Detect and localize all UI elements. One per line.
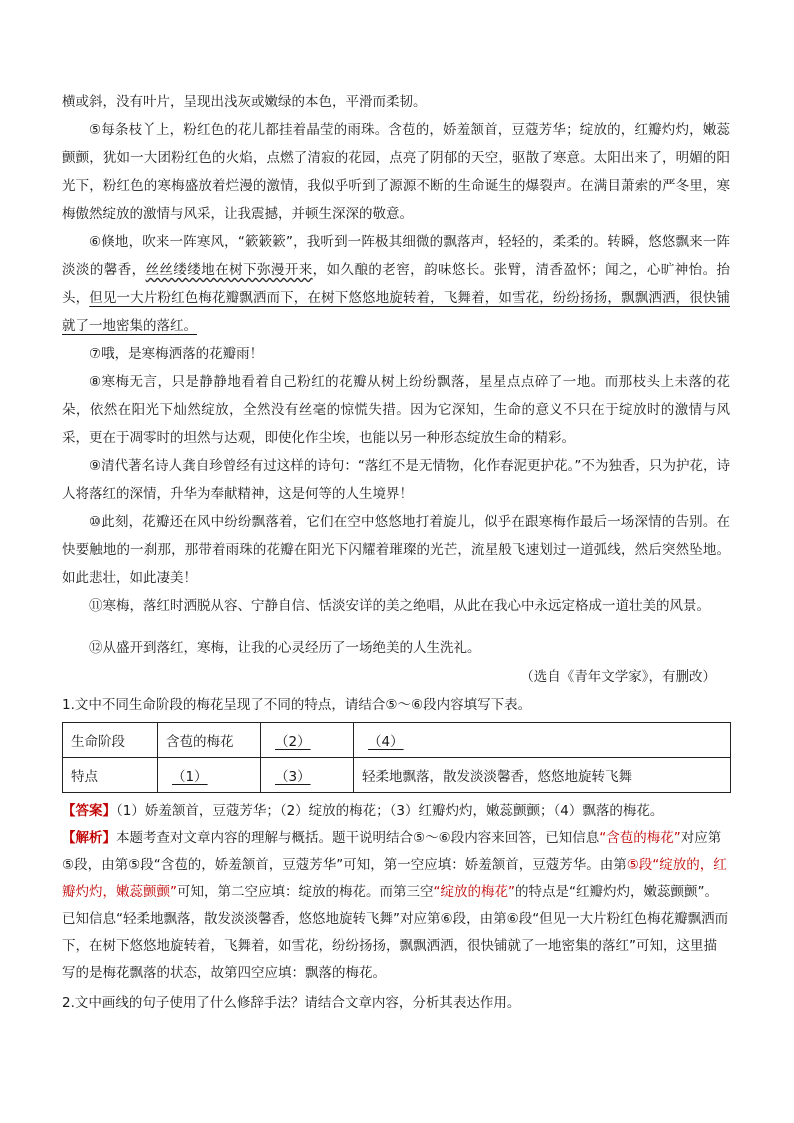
blank-4: （4）: [368, 734, 404, 750]
table-row: [63, 723, 731, 758]
analysis-red-2: ⑤段“绽放的，红瓣灼灼，嫩蕊颤颤”: [62, 857, 727, 900]
answer-text: （1）娇羞颔首，豆蔻芳华；（2）绽放的梅花；（3）红瓣灼灼，嫩蕊颤颤；（4）飘落的梅花。: [116, 803, 664, 819]
paragraph-7: ⑦哦，是寒梅洒落的花瓣雨！: [89, 346, 264, 362]
paragraph-6-text-a: ⑥倏地，吹来一阵寒风，“簌簌簌”，我听到一阵极其细微的飘落声，轻轻的，柔柔的。转瞬，悠悠飘来一阵淡淡的馨香，: [62, 234, 730, 278]
passage-intro: 横或斜，没有叶片，呈现出浅灰或嫩绿的本色，平滑而柔韧。: [62, 94, 427, 110]
table-cell: 生命阶段: [63, 723, 158, 758]
paragraph-11: ⑪寒梅，落红时洒脱从容、宁静自信、恬淡安详的美之绝唱，从此在我心中永远定格成一道壮美的风景。: [89, 598, 710, 614]
answer-table: [62, 722, 731, 793]
answer-block: [62, 798, 730, 824]
analysis-block: [62, 825, 730, 987]
analysis-text-a: 本题考查对文章内容的理解与概括。题干说明结合⑤～⑥段内容来回答，已知信息: [116, 830, 600, 846]
analysis-red-1: “含苞的梅花”: [599, 830, 681, 846]
blank-3: （3）: [275, 769, 311, 785]
blank-1: （1）: [172, 769, 208, 785]
table-row: [63, 758, 731, 793]
question-2: 2.文中画线的句子使用了什么修辞手法？请结合文章内容，分析其表达作用。: [62, 995, 521, 1011]
table-cell: [158, 758, 261, 793]
analysis-label: 【解析】: [62, 830, 116, 846]
table-cell: [354, 723, 731, 758]
paragraph-12: ⑫从盛开到落红，寒梅，让我的心灵经历了一场绝美的人生洗礼。: [89, 640, 481, 656]
table-cell: 含苞的梅花: [158, 723, 261, 758]
table-cell: [261, 758, 354, 793]
answer-label: 【答案】: [62, 803, 116, 819]
paragraph-5: ⑤每条枝丫上，粉红色的花儿都挂着晶莹的雨珠。含苞的，娇羞颔首，豆蔻芳华；绽放的，红瓣灼灼，嫩蕊颤颤，犹如一大团粉红色的火焰，点燃了清寂的花园，点亮了阴郁的天空，驱散了寒意。太阳出来了，明媚的阳光下，粉红色的寒梅盛放着烂漫的激情，我似乎听到了源源不断的生命诞生的爆裂声。在满目萧索的严冬里，寒梅傲然绽放的激情与风采，让我震撼，并顿生深深的敬意。: [62, 122, 730, 222]
blank-2: （2）: [275, 734, 311, 750]
paragraph-6-wavy-text: 丝丝缕缕地在树下弥漫开来: [145, 262, 313, 278]
table-cell: [261, 723, 354, 758]
table-cell: 特点: [63, 758, 158, 793]
analysis-text-d: 的特点是“红瓣灼灼，嫩蕊颤颤”。已知信息“轻柔地飘落，散发淡淡馨香，悠悠地旋转飞舞”对应第⑥段，由第⑥段“但见一大片粉红色梅花瓣飘洒而下，在树下悠悠地旋转着，飞舞着，如雪花，纷纷扬扬，飘飘洒洒，很快铺就了一地密集的落红”可知，这里描写的是梅花飘落的状态，故第四空应填：飘落的梅花。: [62, 884, 729, 981]
analysis-text-b: 对应第⑤段，由第⑤段“含苞的，娇羞颔首，豆蔻芳华”可知，第一空应填：娇羞颔首，豆蔻芳华。由第: [62, 830, 722, 873]
question-1: 1.文中不同生命阶段的梅花呈现了不同的特点，请结合⑤～⑥段内容填写下表。: [62, 697, 532, 713]
source-citation: （选自《青年文学家》，有删改）: [520, 669, 716, 685]
paragraph-6-underlined-sentence: 但见一大片粉红色梅花瓣飘洒而下，在树下悠悠地旋转着，飞舞着，如雪花，纷纷扬扬，飘飘洒洒，很快铺就了一地密集的落红。: [62, 290, 731, 334]
paragraph-6: [62, 228, 730, 340]
paragraph-9: ⑨清代著名诗人龚自珍曾经有过这样的诗句：“落红不是无情物，化作春泥更护花。”不为独香，只为护花，诗人将落红的深情，升华为奉献精神，这是何等的人生境界！: [62, 458, 730, 502]
analysis-text-c: 可知，第二空应填：绽放的梅花。而第三空: [177, 884, 434, 900]
table-cell: 轻柔地飘落，散发淡淡馨香，悠悠地旋转飞舞: [354, 758, 731, 793]
analysis-red-3: “绽放的梅花”: [433, 884, 515, 900]
paragraph-6-text-b: ，如久酿的老窖，韵味悠长。张臂，清香盈怀；闻之，心旷神怡。抬头，: [62, 262, 731, 306]
paragraph-8: ⑧寒梅无言，只是静静地看着自己粉红的花瓣从树上纷纷飘落，星星点点碎了一地。而那枝头上未落的花朵，依然在阳光下灿然绽放，全然没有丝毫的惊慌失措。因为它深知，生命的意义不只在于绽放时的激情与风采，更在于凋零时的坦然与达观，即使化作尘埃，也能以另一种形态绽放生命的精彩。: [62, 374, 730, 446]
paragraph-10: ⑩此刻，花瓣还在风中纷纷飘落着，它们在空中悠悠地打着旋儿，似乎在跟寒梅作最后一场深情的告别。在快要触地的一刹那，那带着雨珠的花瓣在阳光下闪耀着璀璨的光芒，流星般飞速划过一道弧线，然后突然坠地。如此悲壮，如此凄美！: [62, 514, 730, 586]
